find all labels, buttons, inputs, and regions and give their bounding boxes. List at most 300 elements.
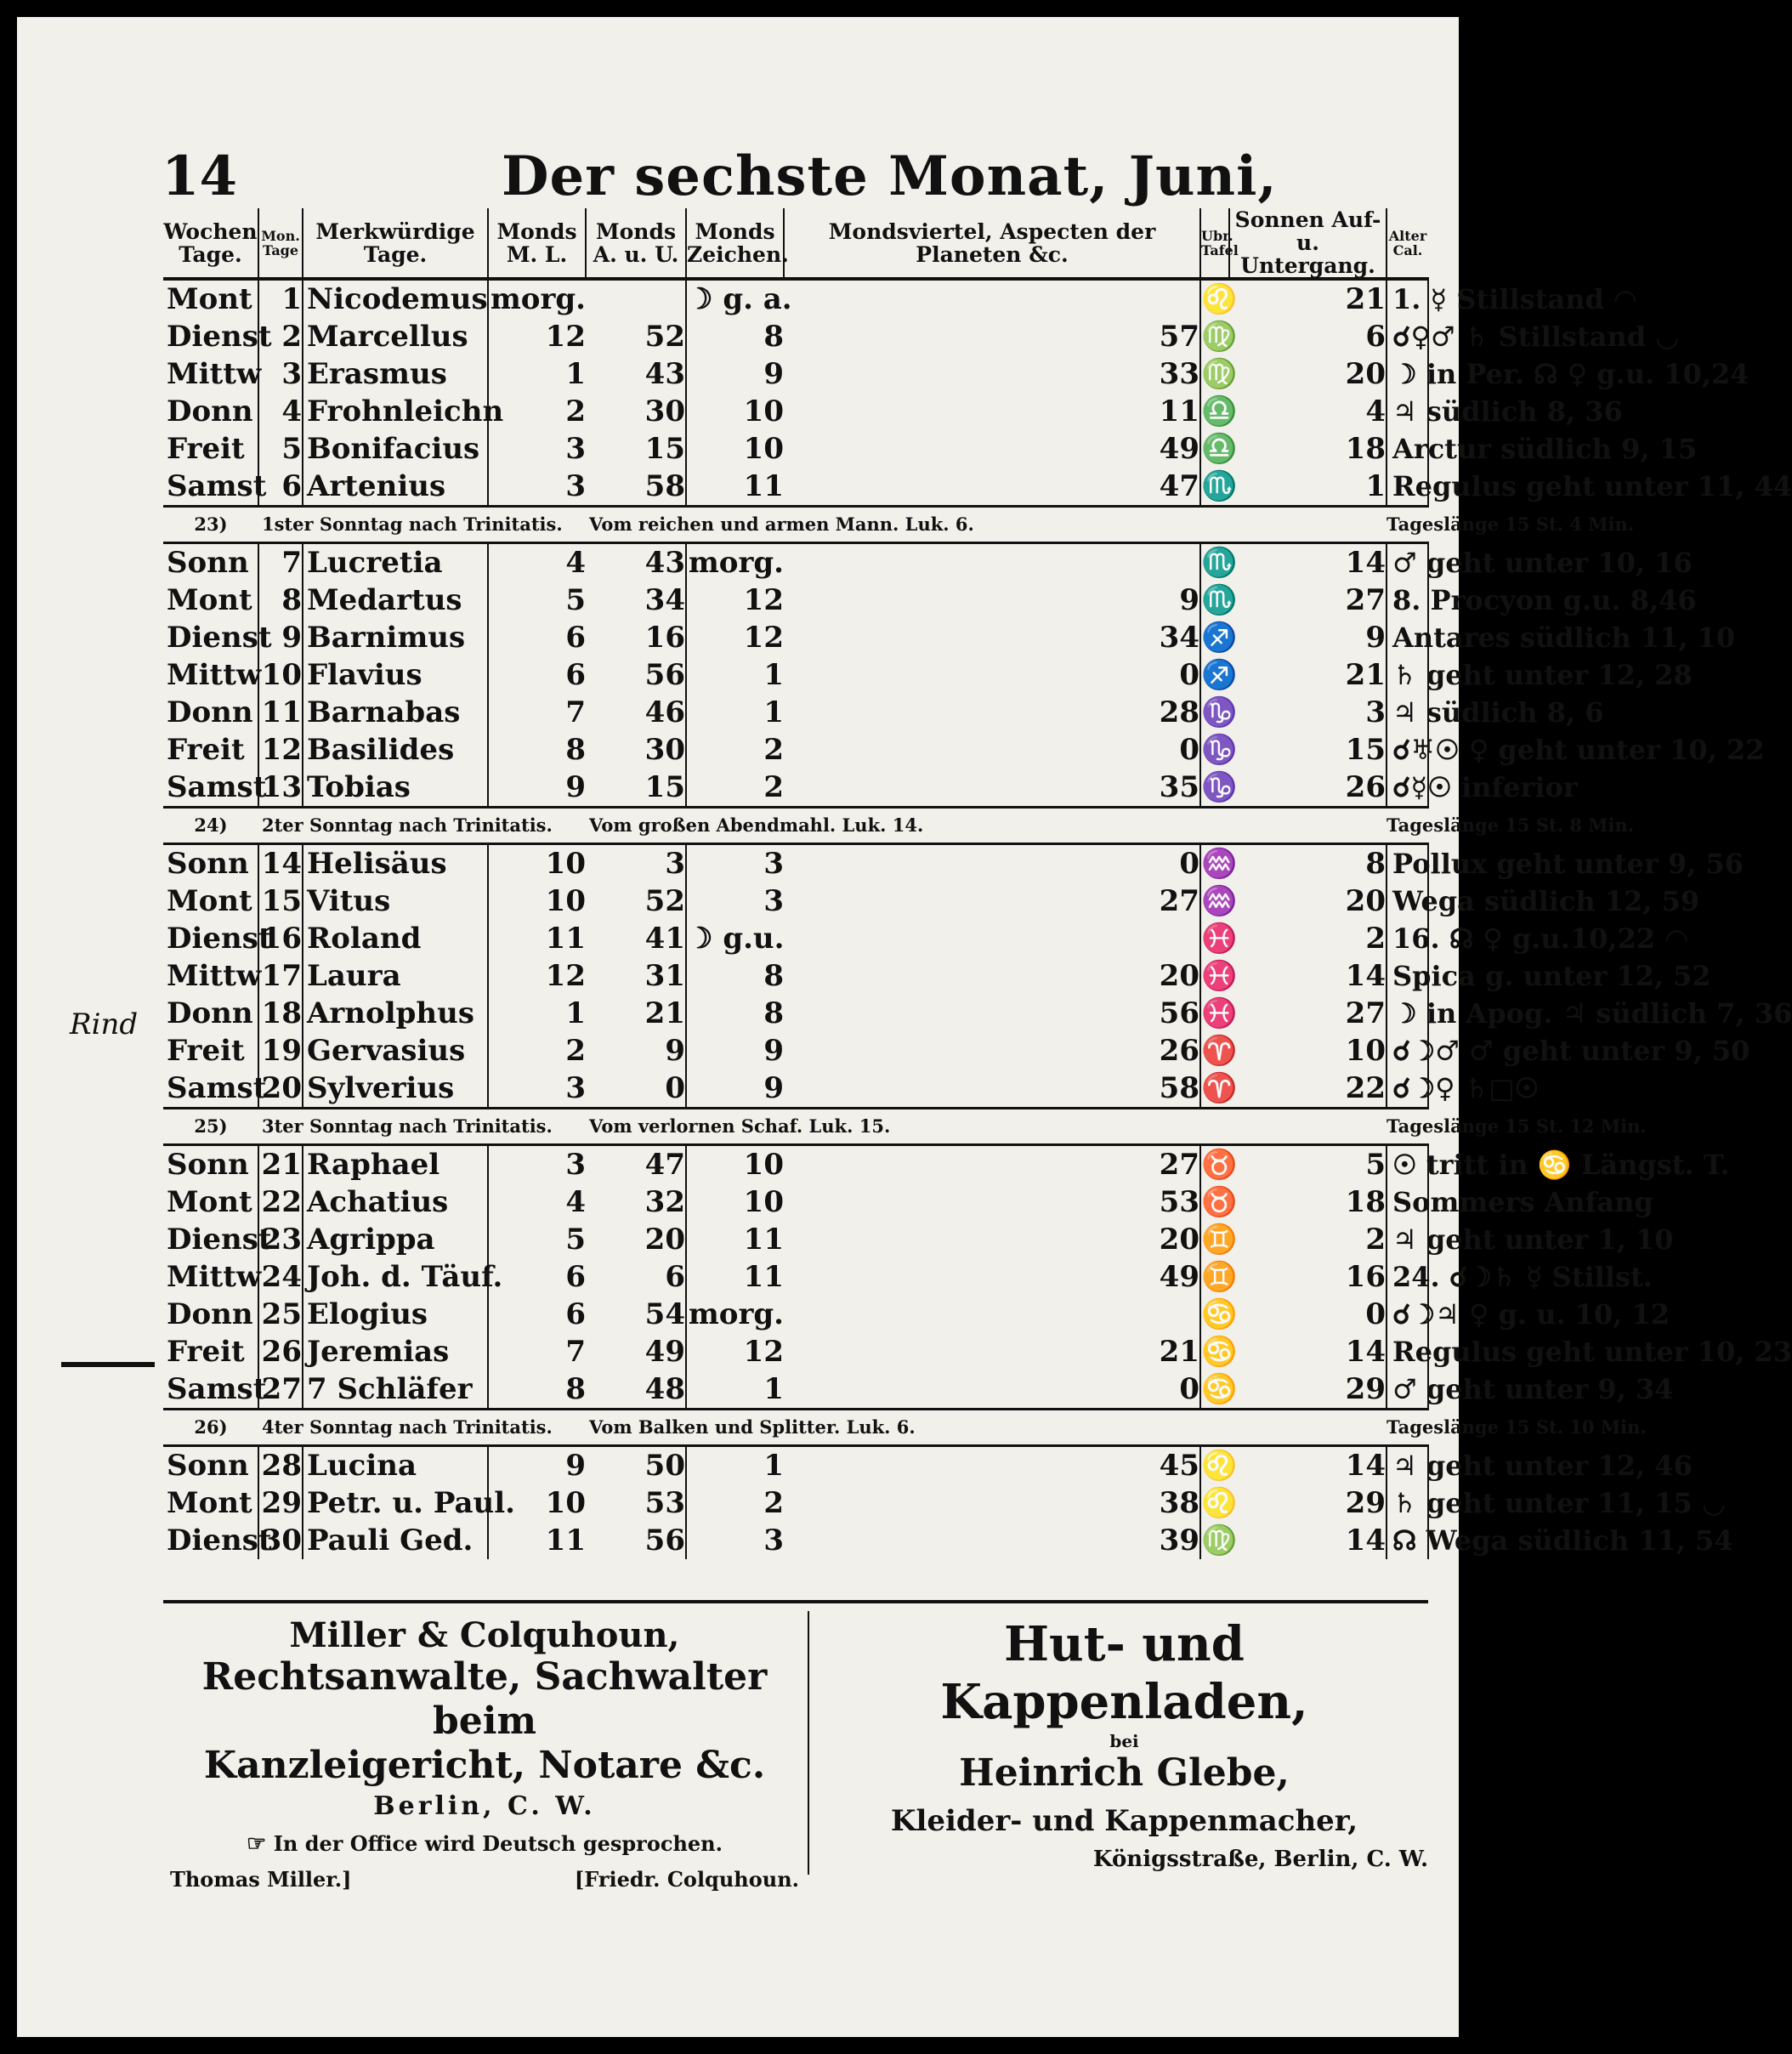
feast-name: Gervasius — [303, 1032, 488, 1070]
day-row — [163, 393, 1428, 430]
moon-au-min: 53 — [784, 1183, 1200, 1221]
aspects: Pollux geht unter 9, 56 — [1392, 848, 1744, 880]
aspects: ♃ geht unter 1, 10 — [1392, 1223, 1674, 1256]
day-row — [163, 1032, 1428, 1070]
feast-name: Pauli Ged. — [303, 1522, 488, 1559]
aspects: ♂ geht unter 9, 34 — [1392, 1373, 1674, 1405]
moon-au-hour: morg. — [688, 1297, 784, 1331]
moon-sign-degree: 1 — [1229, 468, 1387, 507]
moon-sign-degree: 0 — [1229, 1296, 1387, 1333]
monthday: 10 — [258, 656, 303, 694]
ad-shop-bei: bei — [1109, 1731, 1139, 1751]
moon-ml-hour: 3 — [488, 1070, 586, 1109]
weekday: Mont — [167, 583, 252, 617]
moon-ml-min: 15 — [586, 769, 686, 808]
moon-au-min — [784, 279, 1200, 318]
feast-name: Flavius — [303, 656, 488, 694]
moon-au-hour: 3 — [763, 1523, 784, 1558]
monthday: 5 — [258, 430, 303, 468]
sunday-len: Tageslänge 15 St. 12 Min. — [1387, 1109, 1428, 1145]
moon-sign-icon: ♎ — [1201, 394, 1238, 428]
moon-sign-degree: 29 — [1229, 1484, 1387, 1522]
weekday: Dienst — [167, 922, 272, 956]
col-sun: Sonnen Auf- u. Untergang. — [1229, 208, 1387, 279]
aspects: ☊ Wega südlich 11, 54 — [1392, 1524, 1733, 1557]
feast-name: Barnimus — [303, 619, 488, 656]
monthday: 1 — [258, 279, 303, 318]
aspects: 1. ☿ Stillstand ◠ — [1392, 283, 1637, 315]
moon-sign-icon: ♊ — [1201, 1223, 1238, 1257]
aspects: ♃ geht unter 12, 46 — [1392, 1450, 1693, 1482]
moon-sign-degree: 2 — [1229, 920, 1387, 957]
feast-name: Arnolphus — [303, 995, 488, 1032]
moon-ml-min: 15 — [586, 430, 686, 468]
feast-name: Elogius — [303, 1296, 488, 1333]
weekday: Mittw — [167, 959, 262, 993]
ad-partner-1: Thomas Miller.] — [170, 1867, 352, 1892]
moon-au-min: 0 — [784, 844, 1200, 883]
moon-au-min: 0 — [784, 656, 1200, 694]
moon-ml-hour: 10 — [488, 844, 586, 883]
moon-au-min: 56 — [784, 995, 1200, 1032]
day-row — [163, 920, 1428, 957]
monthday: 15 — [258, 882, 303, 920]
day-row — [163, 844, 1428, 883]
moon-au-hour: 12 — [743, 621, 784, 655]
aspects: 8. Procyon g.u. 8,46 — [1392, 584, 1697, 616]
moon-sign-icon: ♋ — [1201, 1372, 1238, 1406]
sunday-row — [163, 507, 1428, 543]
aspects: ☌♀♂ ♄ Stillstand ◡ — [1392, 321, 1680, 353]
moon-au-min — [784, 1296, 1200, 1333]
monthday: 28 — [258, 1446, 303, 1485]
moon-au-hour: 3 — [763, 847, 784, 881]
moon-ml-min: 0 — [586, 1070, 686, 1109]
monthday: 19 — [258, 1032, 303, 1070]
sunday-name: 2ter Sonntag nach Trinitatis. — [258, 808, 586, 844]
monthday: 18 — [258, 995, 303, 1032]
moon-sign-icon: ♓ — [1201, 996, 1238, 1030]
moon-au-min: 0 — [784, 1370, 1200, 1410]
moon-au-hour: morg. — [688, 546, 784, 580]
monthday: 23 — [258, 1221, 303, 1258]
col-moon-au: Monds A. u. U. — [586, 208, 686, 279]
moon-sign-icon: ♈ — [1201, 1034, 1238, 1068]
moon-au-min: 49 — [784, 430, 1200, 468]
col-aspects: Mondsviertel, Aspecten der Planeten &c. — [784, 208, 1200, 279]
moon-sign-degree: 18 — [1229, 430, 1387, 468]
moon-sign-icon: ♑ — [1201, 733, 1238, 767]
weekday: Dienst — [167, 320, 272, 354]
moon-ml-min: 47 — [586, 1145, 686, 1184]
moon-ml-hour: 9 — [488, 769, 586, 808]
monthday: 3 — [258, 355, 303, 393]
moon-sign-degree: 3 — [1229, 694, 1387, 731]
moon-ml-hour: 6 — [488, 656, 586, 694]
day-row — [163, 1221, 1428, 1258]
moon-sign-degree: 2 — [1229, 1221, 1387, 1258]
moon-au-min: 27 — [784, 1145, 1200, 1184]
feast-name: Erasmus — [303, 355, 488, 393]
feast-name: Medartus — [303, 582, 488, 619]
monthday: 2 — [258, 318, 303, 355]
moon-ml-min: 56 — [586, 1522, 686, 1559]
aspects: ☌☿☉ inferior — [1392, 771, 1578, 803]
sunday-num: 24) — [163, 808, 258, 844]
moon-sign-icon: ♓ — [1201, 959, 1238, 993]
day-row — [163, 995, 1428, 1032]
moon-sign-icon: ♎ — [1201, 432, 1238, 466]
moon-au-hour: 1 — [763, 1372, 784, 1406]
day-row — [163, 1145, 1428, 1184]
moon-sign-degree: 21 — [1229, 656, 1387, 694]
day-row — [163, 1484, 1428, 1522]
sunday-name: 3ter Sonntag nach Trinitatis. — [258, 1109, 586, 1145]
col-monthday: Mon. Tage — [258, 208, 303, 279]
moon-ml-hour: 8 — [488, 1370, 586, 1410]
feast-name: Vitus — [303, 882, 488, 920]
weekday: Donn — [167, 394, 253, 428]
moon-au-hour: 11 — [743, 469, 784, 503]
moon-ml-hour: 7 — [488, 694, 586, 731]
moon-ml-hour: 1 — [488, 355, 586, 393]
aspects: 16. ☊ ♀ g.u.10,22 ◠ — [1392, 922, 1689, 955]
feast-name: Agrippa — [303, 1221, 488, 1258]
aspects: Regulus geht unter 11, 44 — [1392, 470, 1792, 502]
day-row — [163, 430, 1428, 468]
moon-sign-icon: ♌ — [1201, 282, 1238, 316]
sunday-text: Vom Balken und Splitter. Luk. 6. — [586, 1410, 1387, 1446]
feast-name: Lucina — [303, 1446, 488, 1485]
feast-name: Marcellus — [303, 318, 488, 355]
moon-ml-min: 56 — [586, 656, 686, 694]
col-old-cal: Alter Cal. — [1387, 208, 1428, 279]
moon-au-min: 21 — [784, 1333, 1200, 1370]
aspects: ☌☽♃ ♀ g. u. 10, 12 — [1392, 1298, 1670, 1331]
header-row — [163, 208, 1428, 279]
moon-au-min — [784, 543, 1200, 582]
monthday: 22 — [258, 1183, 303, 1221]
monthday: 29 — [258, 1484, 303, 1522]
calendar-table — [163, 207, 1792, 1559]
moon-sign-degree: 14 — [1229, 1522, 1387, 1559]
day-row — [163, 1070, 1428, 1109]
col-moon-sign: Monds Zeichen. — [686, 208, 784, 279]
handwritten-margin-note: Rind — [70, 1007, 139, 1041]
moon-ml-hour: 9 — [488, 1446, 586, 1485]
moon-sign-degree: 10 — [1229, 1032, 1387, 1070]
aspects: Sommers Anfang — [1392, 1186, 1653, 1218]
moon-ml-min: 43 — [586, 543, 686, 582]
moon-sign-degree: 21 — [1229, 279, 1387, 318]
moon-au-min: 26 — [784, 1032, 1200, 1070]
moon-au-hour: 9 — [763, 357, 784, 391]
moon-ml-hour: 3 — [488, 430, 586, 468]
moon-sign-icon: ♌ — [1201, 1486, 1238, 1520]
aspects: Spica g. unter 12, 52 — [1392, 960, 1711, 992]
moon-ml-min: 34 — [586, 582, 686, 619]
day-row — [163, 1522, 1428, 1559]
feast-name: Petr. u. Paul. — [303, 1484, 488, 1522]
feast-name: Joh. d. Täuf. — [303, 1258, 488, 1296]
moon-ml-hour: 5 — [488, 582, 586, 619]
monthday: 21 — [258, 1145, 303, 1184]
moon-sign-icon: ♈ — [1201, 1071, 1238, 1105]
moon-au-hour: 8 — [763, 996, 784, 1030]
sunday-num: 26) — [163, 1410, 258, 1446]
monthday: 9 — [258, 619, 303, 656]
day-row — [163, 694, 1428, 731]
moon-ml-min: 6 — [586, 1258, 686, 1296]
moon-au-min: 9 — [784, 582, 1200, 619]
sunday-row — [163, 1410, 1428, 1446]
sunday-len: Tageslänge 15 St. 8 Min. — [1387, 808, 1428, 844]
aspects: Wega südlich 12, 59 — [1392, 885, 1700, 917]
moon-au-hour: 10 — [743, 1185, 784, 1219]
moon-ml-min: 3 — [586, 844, 686, 883]
weekday: Samst — [167, 1071, 267, 1105]
moon-au-hour: 2 — [763, 1486, 784, 1520]
moon-au-hour: 12 — [743, 1335, 784, 1369]
feast-name: Jeremias — [303, 1333, 488, 1370]
day-row — [163, 1446, 1428, 1485]
moon-sign-icon: ♐ — [1201, 658, 1238, 692]
ad-divider — [808, 1611, 809, 1875]
feast-name: Achatius — [303, 1183, 488, 1221]
col-feast: Merkwürdige Tage. — [303, 208, 488, 279]
moon-sign-degree: 20 — [1229, 882, 1387, 920]
moon-ml-min: 21 — [586, 995, 686, 1032]
advertisement-lawyers — [170, 1615, 799, 1892]
moon-au-min: 28 — [784, 694, 1200, 731]
moon-sign-degree: 14 — [1229, 957, 1387, 995]
ad-firm-note — [170, 1831, 799, 1857]
weekday: Mittw — [167, 1260, 262, 1294]
moon-ml-min: 30 — [586, 393, 686, 430]
aspects: ☉ tritt in ♋ Längst. T. — [1392, 1149, 1730, 1181]
day-row — [163, 769, 1428, 808]
moon-sign-degree: 27 — [1229, 995, 1387, 1032]
handwritten-margin-dash — [61, 1362, 155, 1367]
moon-sign-degree: 27 — [1229, 582, 1387, 619]
moon-au-min: 20 — [784, 957, 1200, 995]
moon-au-min: 33 — [784, 355, 1200, 393]
moon-ml-hour: 2 — [488, 393, 586, 430]
moon-ml-min: 9 — [586, 1032, 686, 1070]
day-row — [163, 1183, 1428, 1221]
ad-firm-line1: Rechtsanwalte, Sachwalter beim — [201, 1655, 768, 1743]
moon-au-hour: 8 — [763, 320, 784, 354]
weekday: Freit — [167, 733, 245, 767]
feast-name: Barnabas — [303, 694, 488, 731]
aspects: ☽ in Apog. ♃ südlich 7, 36 — [1392, 997, 1792, 1030]
moon-au-hour: 1 — [763, 658, 784, 692]
moon-au-hour: 2 — [763, 770, 784, 804]
moon-au-min — [784, 920, 1200, 957]
aspects: ☽ in Per. ☊ ♀ g.u. 10,24 — [1392, 358, 1749, 390]
moon-au-hour: 9 — [763, 1034, 784, 1068]
moon-ml-min: 43 — [586, 355, 686, 393]
monthday: 25 — [258, 1296, 303, 1333]
moon-ml-hour: 11 — [488, 920, 586, 957]
day-row — [163, 957, 1428, 995]
moon-ml-hour: 12 — [488, 957, 586, 995]
moon-sign-degree: 16 — [1229, 1258, 1387, 1296]
monthday: 12 — [258, 731, 303, 769]
moon-ml-min: 31 — [586, 957, 686, 995]
moon-ml-min: 52 — [586, 882, 686, 920]
aspects: Antares südlich 11, 10 — [1392, 621, 1736, 654]
moon-ml-hour: 10 — [488, 1484, 586, 1522]
moon-au-hour: 11 — [743, 1223, 784, 1257]
moon-au-hour: ☽ g. a. — [687, 282, 792, 316]
feast-name: Sylverius — [303, 1070, 488, 1109]
day-row — [163, 1258, 1428, 1296]
moon-ml-min: 32 — [586, 1183, 686, 1221]
moon-ml-min: 58 — [586, 468, 686, 507]
page-title: Der sechste Monat, Juni, — [502, 145, 1278, 208]
feast-name: Helisäus — [303, 844, 488, 883]
moon-ml-hour: 4 — [488, 1183, 586, 1221]
moon-sign-degree: 26 — [1229, 769, 1387, 808]
aspects: ♃ südlich 8, 6 — [1392, 696, 1604, 729]
moon-sign-icon: ♋ — [1201, 1297, 1238, 1331]
moon-ml-hour: 6 — [488, 1258, 586, 1296]
monthday: 8 — [258, 582, 303, 619]
advertisement-hat-shop — [820, 1615, 1428, 1872]
day-row — [163, 1333, 1428, 1370]
weekday: Donn — [167, 695, 253, 729]
feast-name: 7 Schläfer — [303, 1370, 488, 1410]
moon-sign-icon: ♍ — [1201, 1523, 1238, 1558]
moon-sign-icon: ♒ — [1201, 847, 1238, 881]
moon-ml-hour: 7 — [488, 1333, 586, 1370]
moon-au-hour: 1 — [763, 695, 784, 729]
weekday: Sonn — [167, 1148, 249, 1182]
moon-sign-icon: ♑ — [1201, 695, 1238, 729]
weekday: Sonn — [167, 546, 249, 580]
moon-au-min: 58 — [784, 1070, 1200, 1109]
feast-name: Nicodemus — [303, 279, 488, 318]
moon-ml-hour: 12 — [488, 318, 586, 355]
ad-firm-partners — [170, 1867, 799, 1892]
feast-name: Roland — [303, 920, 488, 957]
monthday: 4 — [258, 393, 303, 430]
moon-ml-min — [586, 279, 686, 318]
moon-au-min: 47 — [784, 468, 1200, 507]
moon-ml-min: 46 — [586, 694, 686, 731]
moon-sign-icon: ♍ — [1201, 357, 1238, 391]
moon-au-hour: 10 — [743, 432, 784, 466]
weekday: Sonn — [167, 1449, 249, 1483]
moon-ml-hour: morg. — [488, 279, 586, 318]
moon-ml-hour: 1 — [488, 995, 586, 1032]
weekday: Dienst — [167, 1223, 272, 1257]
sunday-num: 23) — [163, 507, 258, 543]
moon-sign-degree: 14 — [1229, 1333, 1387, 1370]
day-row — [163, 731, 1428, 769]
moon-sign-degree: 20 — [1229, 355, 1387, 393]
moon-au-hour: ☽ g.u. — [687, 922, 785, 956]
moon-au-min: 49 — [784, 1258, 1200, 1296]
weekday: Freit — [167, 1034, 245, 1068]
moon-sign-icon: ♐ — [1201, 621, 1238, 655]
moon-ml-hour: 11 — [488, 1522, 586, 1559]
moon-sign-icon: ♏ — [1201, 546, 1238, 580]
sunday-name: 4ter Sonntag nach Trinitatis. — [258, 1410, 586, 1446]
day-row — [163, 543, 1428, 582]
moon-ml-min: 50 — [586, 1446, 686, 1485]
moon-au-min: 27 — [784, 882, 1200, 920]
moon-au-hour: 2 — [763, 733, 784, 767]
aspects: Arctur südlich 9, 15 — [1392, 433, 1698, 465]
monthday: 13 — [258, 769, 303, 808]
moon-sign-icon: ♉ — [1201, 1185, 1238, 1219]
day-row — [163, 468, 1428, 507]
day-row — [163, 1296, 1428, 1333]
moon-au-hour: 1 — [763, 1449, 784, 1483]
page-header — [162, 145, 1411, 213]
monthday: 26 — [258, 1333, 303, 1370]
moon-sign-icon: ♓ — [1201, 922, 1238, 956]
moon-sign-icon: ♏ — [1201, 469, 1238, 503]
sunday-num: 25) — [163, 1109, 258, 1145]
weekday: Mont — [167, 1185, 252, 1219]
moon-ml-hour: 2 — [488, 1032, 586, 1070]
moon-au-min: 45 — [784, 1446, 1200, 1485]
moon-sign-degree: 6 — [1229, 318, 1387, 355]
moon-sign-icon: ♍ — [1201, 320, 1238, 354]
moon-ml-hour: 6 — [488, 1296, 586, 1333]
weekday: Mittw — [167, 658, 262, 692]
moon-au-hour: 3 — [763, 884, 784, 918]
day-row — [163, 882, 1428, 920]
ad-shop-address: Königsstraße, Berlin, C. W. — [1092, 1847, 1428, 1872]
weekday: Dienst — [167, 1523, 272, 1558]
ad-firm-line2: Kanzleigericht, Notare &c. — [203, 1744, 766, 1787]
moon-ml-min: 52 — [586, 318, 686, 355]
sunday-len: Tageslänge 15 St. 4 Min. — [1387, 507, 1428, 543]
feast-name: Artenius — [303, 468, 488, 507]
moon-ml-min: 41 — [586, 920, 686, 957]
monthday: 20 — [258, 1070, 303, 1109]
aspects: ☌☽♀ ♄□☉ — [1392, 1072, 1540, 1104]
moon-ml-min: 48 — [586, 1370, 686, 1410]
moon-sign-icon: ♒ — [1201, 884, 1238, 918]
moon-au-hour: 10 — [743, 1148, 784, 1182]
moon-au-min: 57 — [784, 318, 1200, 355]
weekday: Samst — [167, 770, 267, 804]
moon-sign-degree: 5 — [1229, 1145, 1387, 1184]
col-clock: Ubr. Tafel — [1200, 208, 1229, 279]
weekday: Mont — [167, 282, 252, 316]
aspects: ☌☽♂ ♂ geht unter 9, 50 — [1392, 1035, 1750, 1067]
moon-sign-icon: ♊ — [1201, 1260, 1238, 1294]
moon-ml-min: 53 — [586, 1484, 686, 1522]
moon-ml-min: 30 — [586, 731, 686, 769]
aspects: ♃ südlich 8, 36 — [1392, 395, 1623, 428]
monthday: 11 — [258, 694, 303, 731]
moon-sign-icon: ♏ — [1201, 583, 1238, 617]
almanac-page — [17, 17, 1792, 2037]
monthday: 30 — [258, 1522, 303, 1559]
monthday: 27 — [258, 1370, 303, 1410]
aspects: ☌♅☉ ♀ geht unter 10, 22 — [1392, 734, 1765, 766]
feast-name: Lucretia — [303, 543, 488, 582]
ad-firm-note-text: In der Office wird Deutsch gesprochen. — [273, 1831, 723, 1856]
col-moon-ml: Monds M. L. — [488, 208, 586, 279]
ad-shop-owner: Heinrich Glebe, — [959, 1751, 1290, 1795]
